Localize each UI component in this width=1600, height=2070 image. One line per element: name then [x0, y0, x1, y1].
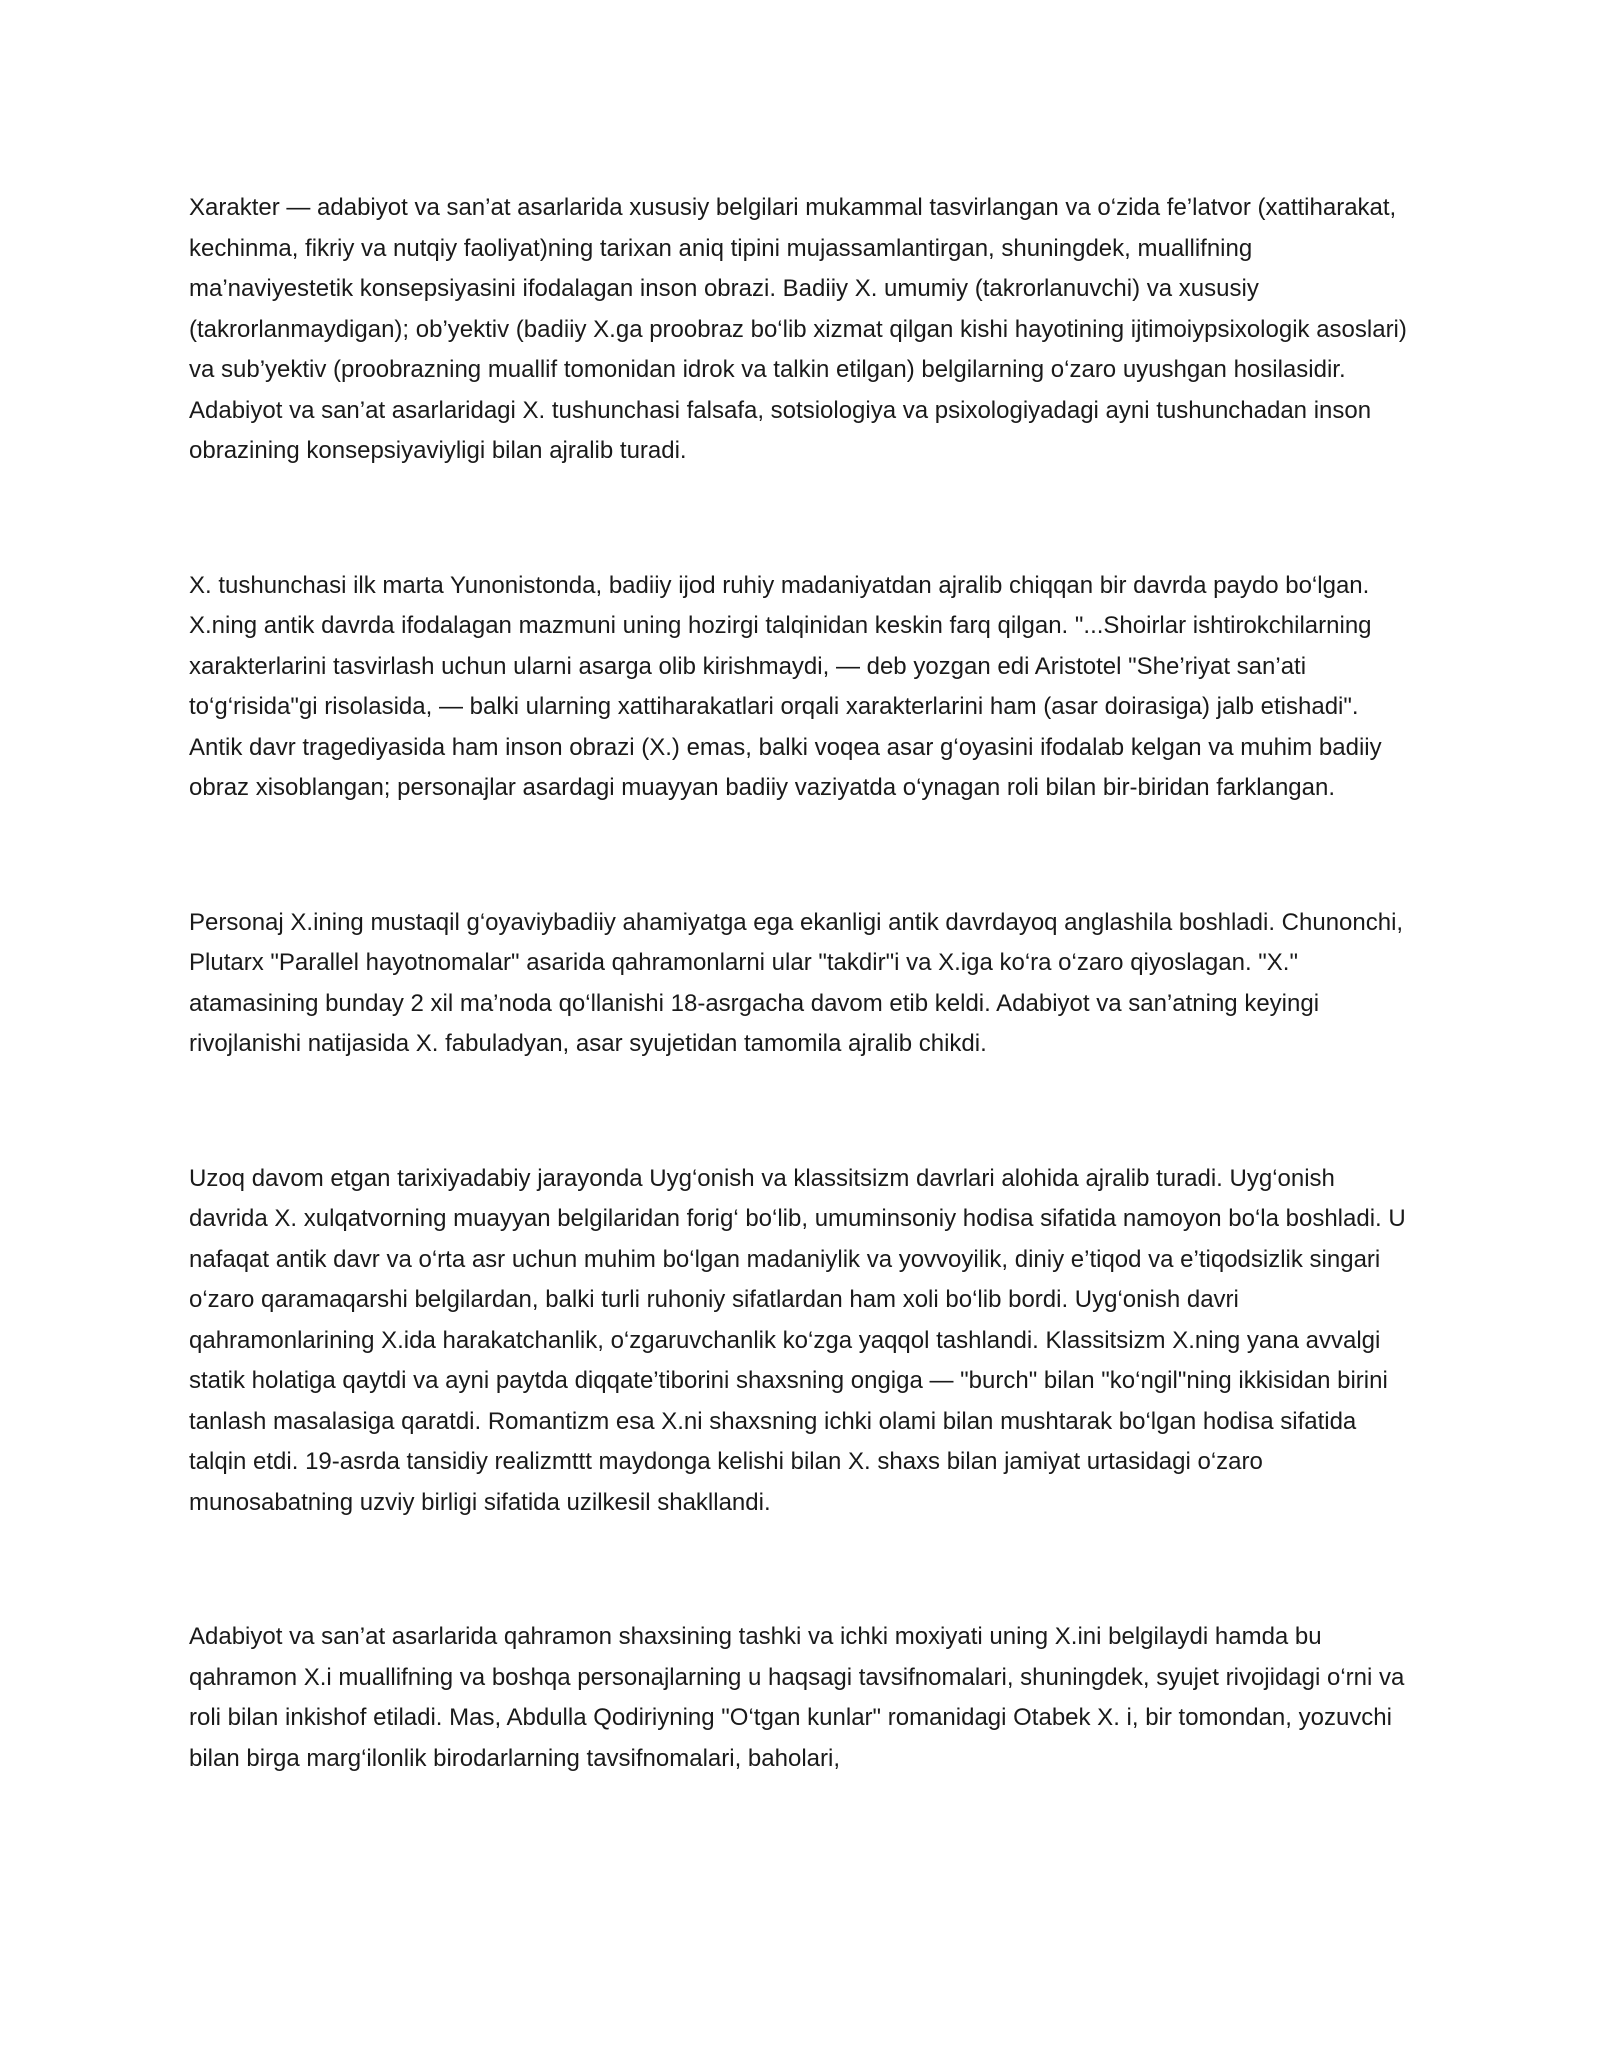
document-body: [189, 188, 1417, 1779]
paragraph-1: Xarakter — adabiyot va san’at asarlarida xususiy belgilari mukammal tasvirlangan va o‘zida fe’latvor (xattiharakat, kechinma, fikriy va nutqiy faoliyat)ning tarixan aniq tipini mujassamlantirgan, shuningdek, muallifning ma’naviyestetik konsepsiyasini ifodalagan inson obrazi. Badiiy X. umumiy (takrorlanuvchi) va xususiy (takrorlanmaydigan); ob’yektiv (badiiy X.ga proobraz bo‘lib xizmat qilgan kishi hayotining ijtimoiypsixologik asoslari) va sub’yektiv (proobrazning muallif tomonidan idrok va talkin etilgan) belgilarning o‘zaro uyushgan hosilasidir. Adabiyot va san’at asarlaridagi X. tushunchasi falsafa, sotsiologiya va psixologiyadagi ayni tushunchadan inson obrazining konsepsiyaviyligi bilan ajralib turadi.: [189, 194, 1407, 464]
paragraph-4: Uzoq davom etgan tarixiyadabiy jarayonda Uyg‘onish va klassitsizm davrlari alohida ajralib turadi. Uyg‘onish davrida X. xulqatvorning muayyan belgilaridan forig‘ bo‘lib, umuminsoniy hodisa sifatida namoyon bo‘la boshladi. U nafaqat antik davr va o‘rta asr uchun muhim bo‘lgan madaniylik va yovvoyilik, diniy e’tiqod va e’tiqodsizlik singari o‘zaro qaramaqarshi belgilardan, balki turli ruhoniy sifatlardan ham xoli bo‘lib bordi. Uyg‘onish davri qahramonlarining X.ida harakatchanlik, o‘zgaruvchanlik ko‘zga yaqqol tashlandi. Klassitsizm X.ning yana avvalgi statik holatiga qaytdi va ayni paytda diqqate’tiborini shaxsning ongiga — "burch" bilan "ko‘ngil"ning ikkisidan birini tanlash masalasiga qaratdi. Romantizm esa X.ni shaxsning ichki olami bilan mushtarak bo‘lgan hodisa sifatida talqin etdi. 19-asrda tansidiy realizmttt maydonga kelishi bilan X. shaxs bilan jamiyat urtasidagi o‘zaro munosabatning uzviy birligi sifatida uzilkesil shakllandi.: [189, 1164, 1406, 1516]
paragraph-2: X. tushunchasi ilk marta Yunonistonda, badiiy ijod ruhiy madaniyatdan ajralib chiqqan bir davrda paydo bo‘lgan. X.ning antik davrda ifodalagan mazmuni uning hozirgi talqinidan keskin farq qilgan. "...Shoirlar ishtirokchilarning xarakterlarini tasvirlash uchun ularni asarga olib kirishmaydi, — deb yozgan edi Aristotel "She’riyat san’ati to‘g‘risida"gi risolasida, — balki ularning xattiharakatlari orqali xarakterlarini ham (asar doirasiga) jalb etishadi". Antik davr tragediyasida ham inson obrazi (X.) emas, balki voqea asar g‘oyasini ifodalab kelgan va muhim badiiy obraz xisoblangan; personajlar asardagi muayyan badiiy vaziyatda o‘ynagan roli bilan bir-biridan farklangan.: [189, 571, 1382, 801]
paragraph-5: Adabiyot va san’at asarlarida qahramon shaxsining tashki va ichki moxiyati uning X.ini belgilaydi hamda bu qahramon X.i muallifning va boshqa personajlarning u haqsagi tavsifnomalari, shuningdek, syujet rivojidagi o‘rni va roli bilan inkishof etiladi. Mas, Abdulla Qodiriyning "O‘tgan kunlar" romanidagi Otabek X. i, bir tomondan, yozuvchi bilan birga marg‘ilonlik birodarlarning tavsifnomalari, baholari,: [189, 1623, 1405, 1772]
paragraph-3: Personaj X.ining mustaqil g‘oyaviybadiiy ahamiyatga ega ekanligi antik davrdayoq anglashila boshladi. Chunonchi, Plutarx "Parallel hayotnomalar" asarida qahramonlarni ular "takdir"i va X.iga ko‘ra o‘zaro qiyoslagan. "X." atamasining bunday 2 xil ma’noda qo‘llanishi 18-asrgacha davom etib keldi. Adabiyot va san’atning keyingi rivojlanishi natijasida X. fabuladyan, asar syujetidan tamomila ajralib chikdi.: [189, 908, 1404, 1057]
